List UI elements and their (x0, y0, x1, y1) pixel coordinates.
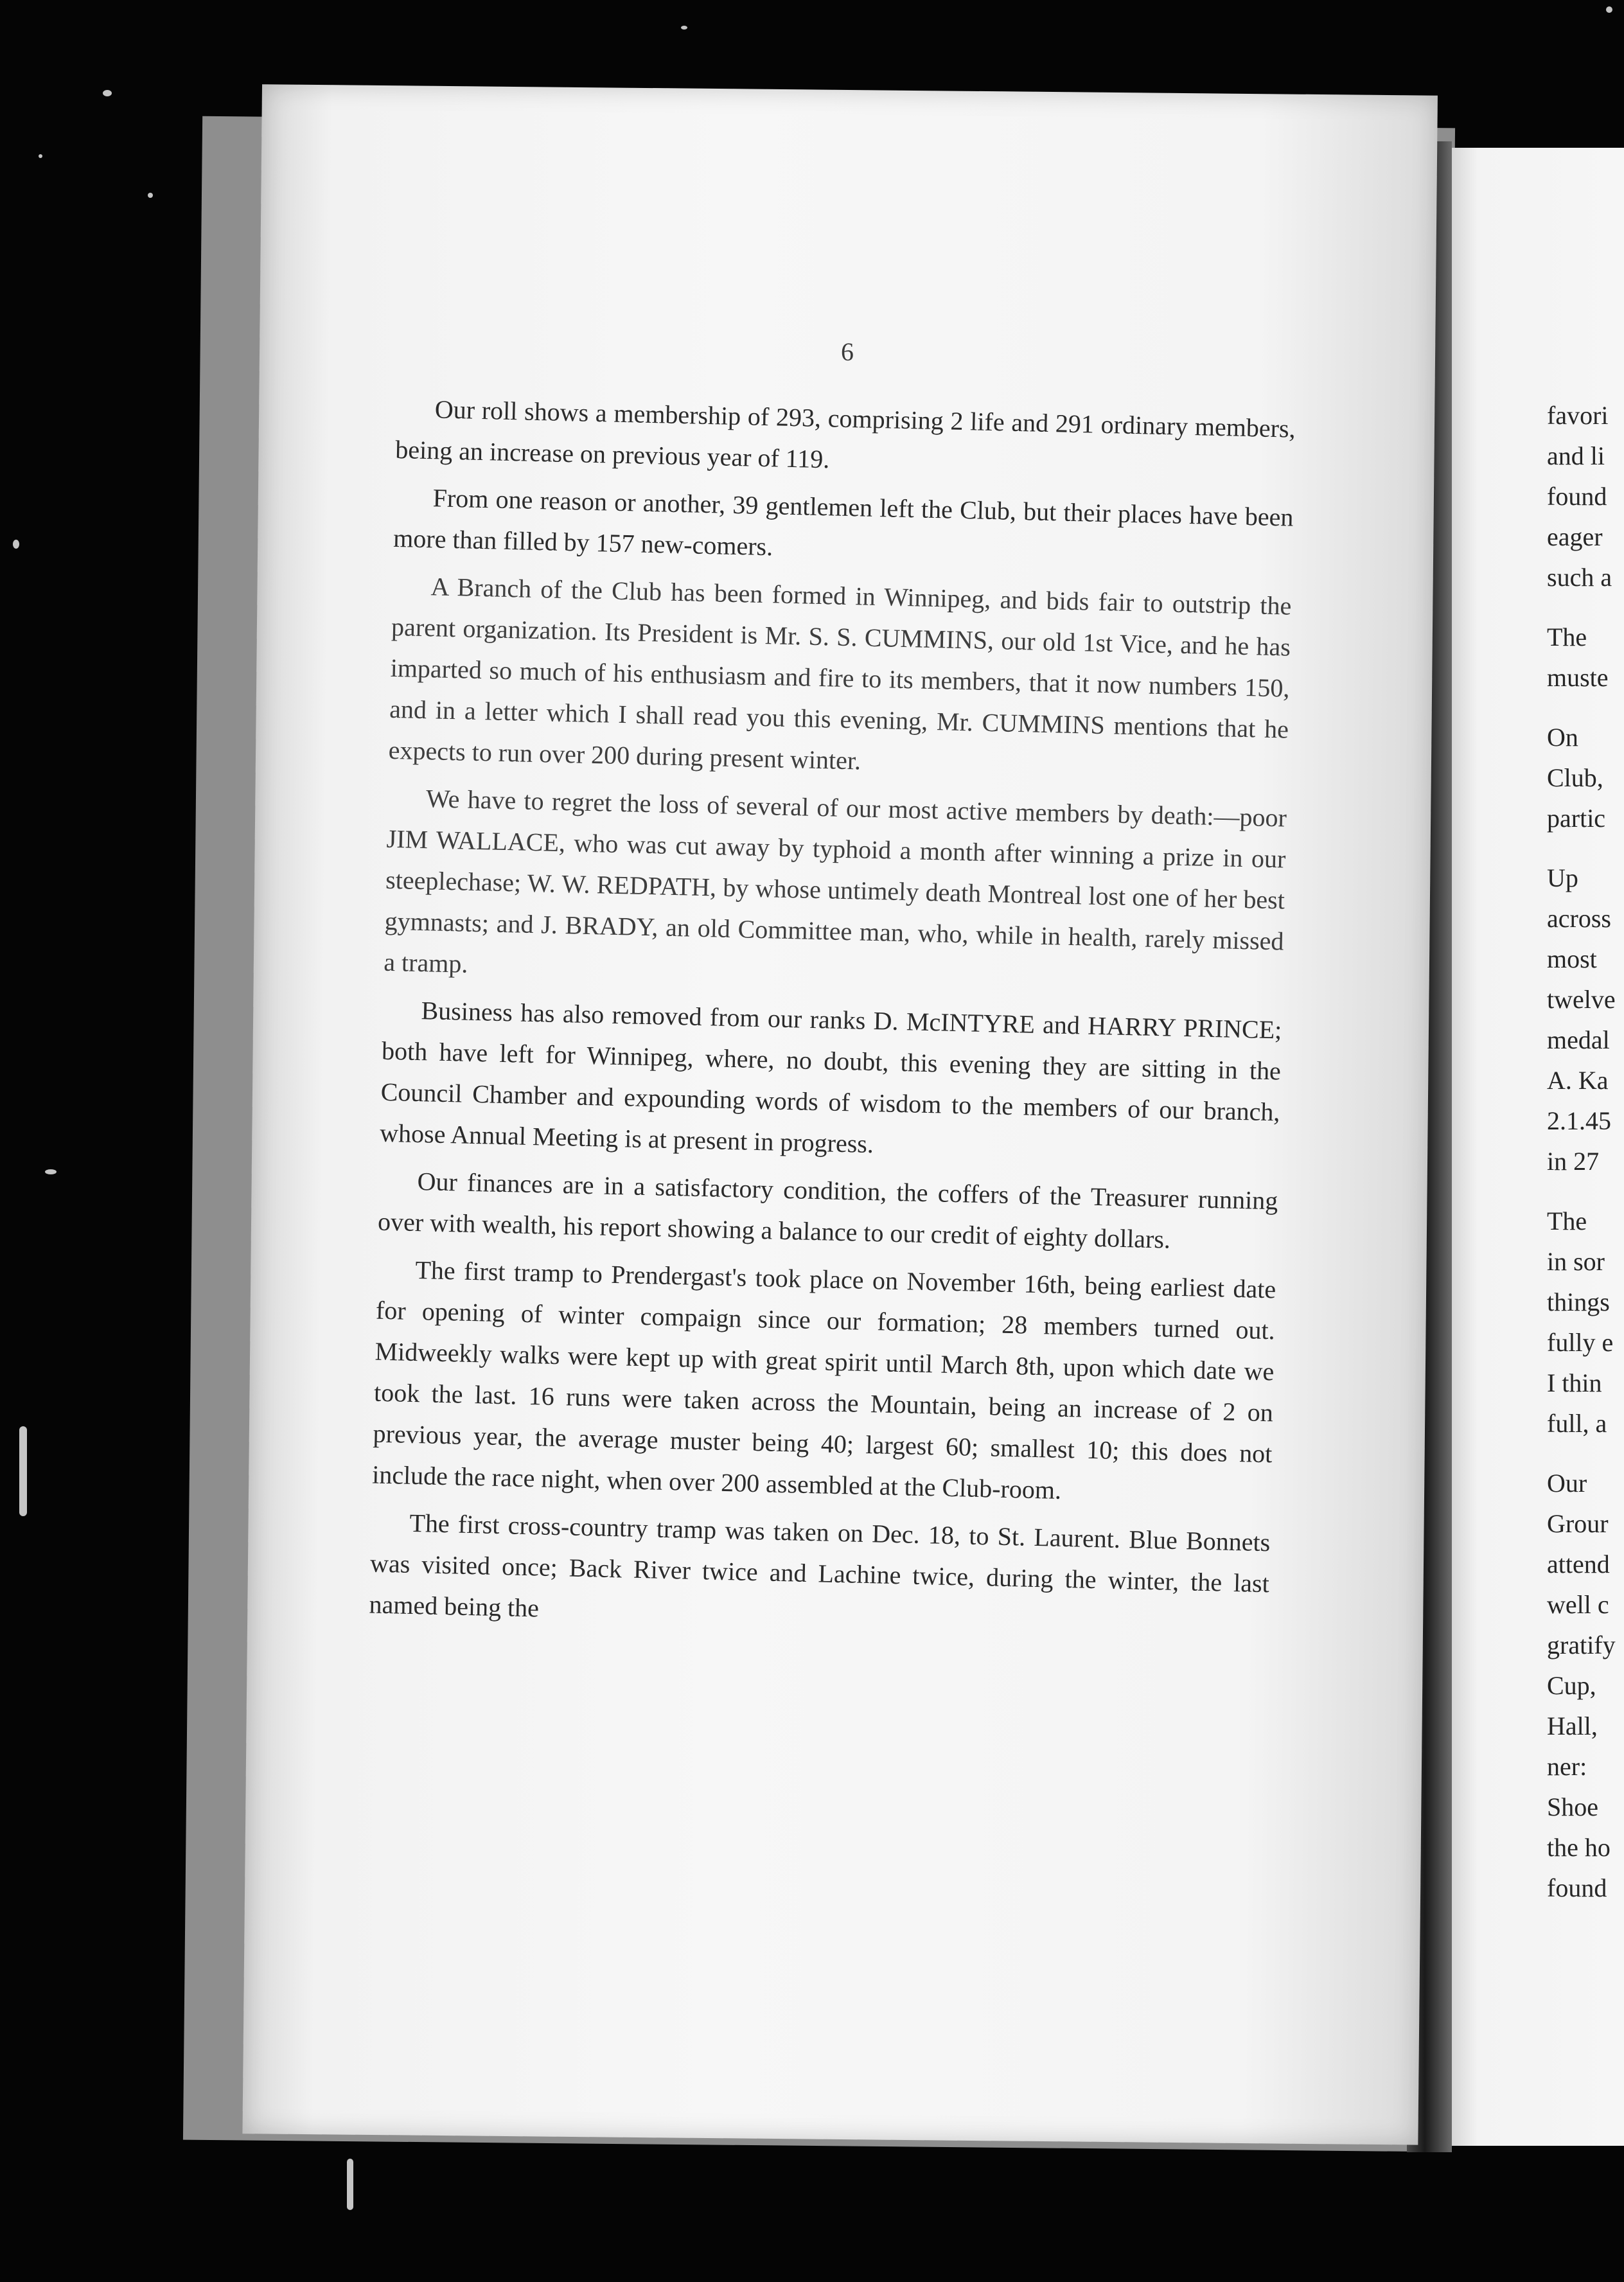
dust-speck (103, 90, 112, 96)
dust-speck (1606, 6, 1612, 13)
right-page-line: gratify (1547, 1631, 1616, 1659)
right-page-line: 2.1.45 (1547, 1106, 1611, 1135)
right-page-line: partic (1547, 804, 1606, 833)
paragraph-first-tramp: The first tramp to Prendergast's took place on November 16th, being earliest date for opening of winter compaign since our formation; 28 members turned out. Midweekly walks were kept up with great spirit until March 8th, upon which date we took the last. 16 runs were taken across the Mountain, being an increase of 2 on previous year, the average muster being 40; largest 60; smallest 10; this does not include the race night, when over 200 assembled at the Club-room. (371, 1255, 1276, 1505)
right-page-line: full, a (1547, 1409, 1607, 1438)
right-page-line: Our (1547, 1469, 1587, 1498)
paragraph-cross-country: The first cross-country tramp was taken on Dec. 18, to St. Laurent. Blue Bonnets was visited once; Back River twice and Lachine twice, during the winter, the last named being the (369, 1508, 1271, 1623)
paragraph-winnipeg-branch: A Branch of the Club has been formed in Winnipeg, and bids fair to outstrip the parent organization. Its President is Mr. S. S. CUMMINS, our old 1st Vice, and he has imparted so much of his enthusiasm and fire to its members, that it now numbers 150, and in a letter which I shall read you this evening, Mr. CUMMINS mentions that he expects to run over 200 during present winter. (388, 572, 1292, 775)
right-page-line: Grour (1547, 1509, 1609, 1538)
right-page-line: muste (1547, 663, 1609, 692)
right-page-line: twelve (1547, 985, 1616, 1014)
right-page-line: The (1547, 623, 1587, 651)
paragraph-deaths: We have to regret the loss of several of our most active members by death:—poor JIM WALLACE, who was cut away by typhoid a month after winning a prize in our steeplechase; W. W. REDPATH, by whose untimely death Montreal lost one of her best gymnasts; and J. BRADY, an old Committee man, who, while in health, rarely missed a tramp. (383, 784, 1287, 978)
right-page-gap (1547, 698, 1624, 717)
dust-speck (19, 1426, 27, 1516)
right-page-line: across (1547, 904, 1611, 933)
right-page-line: the ho (1547, 1833, 1611, 1862)
right-page-line: attend (1547, 1550, 1610, 1579)
right-page-line: in sor (1547, 1247, 1605, 1276)
right-page-line: ner: (1547, 1752, 1587, 1781)
paragraph-membership: Our roll shows a membership of 293, comprising 2 life and 291 ordinary members, being an increase on previous year of 119. (394, 394, 1296, 474)
right-page-line: On (1547, 723, 1578, 752)
paragraph-finances: Our finances are in a satisfactory condition, the coffers of the Treasurer running over with wealth, his report showing a balance to our credit of eighty dollars. (377, 1167, 1278, 1254)
dust-speck (13, 540, 19, 549)
page-number: 6 (840, 337, 854, 367)
right-page-line: Hall, (1547, 1712, 1598, 1740)
right-page-line: medal (1547, 1025, 1610, 1054)
dust-speck (347, 2159, 353, 2210)
right-page-line: found (1547, 482, 1607, 511)
paragraph-business-removals: Business has also removed from our ranks D. McINTYRE and HARRY PRINCE; both have left for Winnipeg, where, no doubt, this evening they are sitting in the Council Chamber and expounding words of wisdom to the members of our branch, whose Annual Meeting is at present in progress. (379, 996, 1282, 1159)
right-page-line: well c (1547, 1590, 1609, 1619)
right-page-text (1547, 395, 1624, 1908)
right-page-line: Club, (1547, 763, 1603, 792)
right-page-line: The (1547, 1207, 1587, 1235)
left-page-text (369, 321, 1298, 1652)
dust-speck (45, 1169, 57, 1174)
dust-speck (39, 154, 42, 158)
right-page-line: favori (1547, 401, 1609, 430)
right-page-line: found (1547, 1873, 1607, 1902)
right-page-gap (1547, 597, 1624, 617)
right-page-line: eager (1547, 522, 1603, 551)
right-page-gap (1547, 838, 1624, 858)
right-page-line: Cup, (1547, 1671, 1596, 1700)
right-page-gap (1547, 1444, 1624, 1463)
right-page-line: I thin (1547, 1368, 1602, 1397)
right-page-line: Up (1547, 863, 1578, 892)
right-page-line: things (1547, 1287, 1610, 1316)
dust-speck (148, 193, 153, 198)
right-page-line: most (1547, 944, 1597, 973)
right-page-line: fully e (1547, 1328, 1614, 1357)
right-page-line: Shoe (1547, 1792, 1598, 1821)
right-page-line: A. Ka (1547, 1066, 1609, 1095)
paragraph-departures: From one reason or another, 39 gentlemen left the Club, but their places have been more than filled by 157 new-comers. (393, 483, 1294, 562)
right-page-line: such a (1547, 563, 1612, 592)
right-page-gap (1547, 1181, 1624, 1201)
right-page-line: and li (1547, 441, 1605, 470)
right-page-line: in 27 (1547, 1147, 1600, 1176)
dust-speck (681, 26, 687, 30)
